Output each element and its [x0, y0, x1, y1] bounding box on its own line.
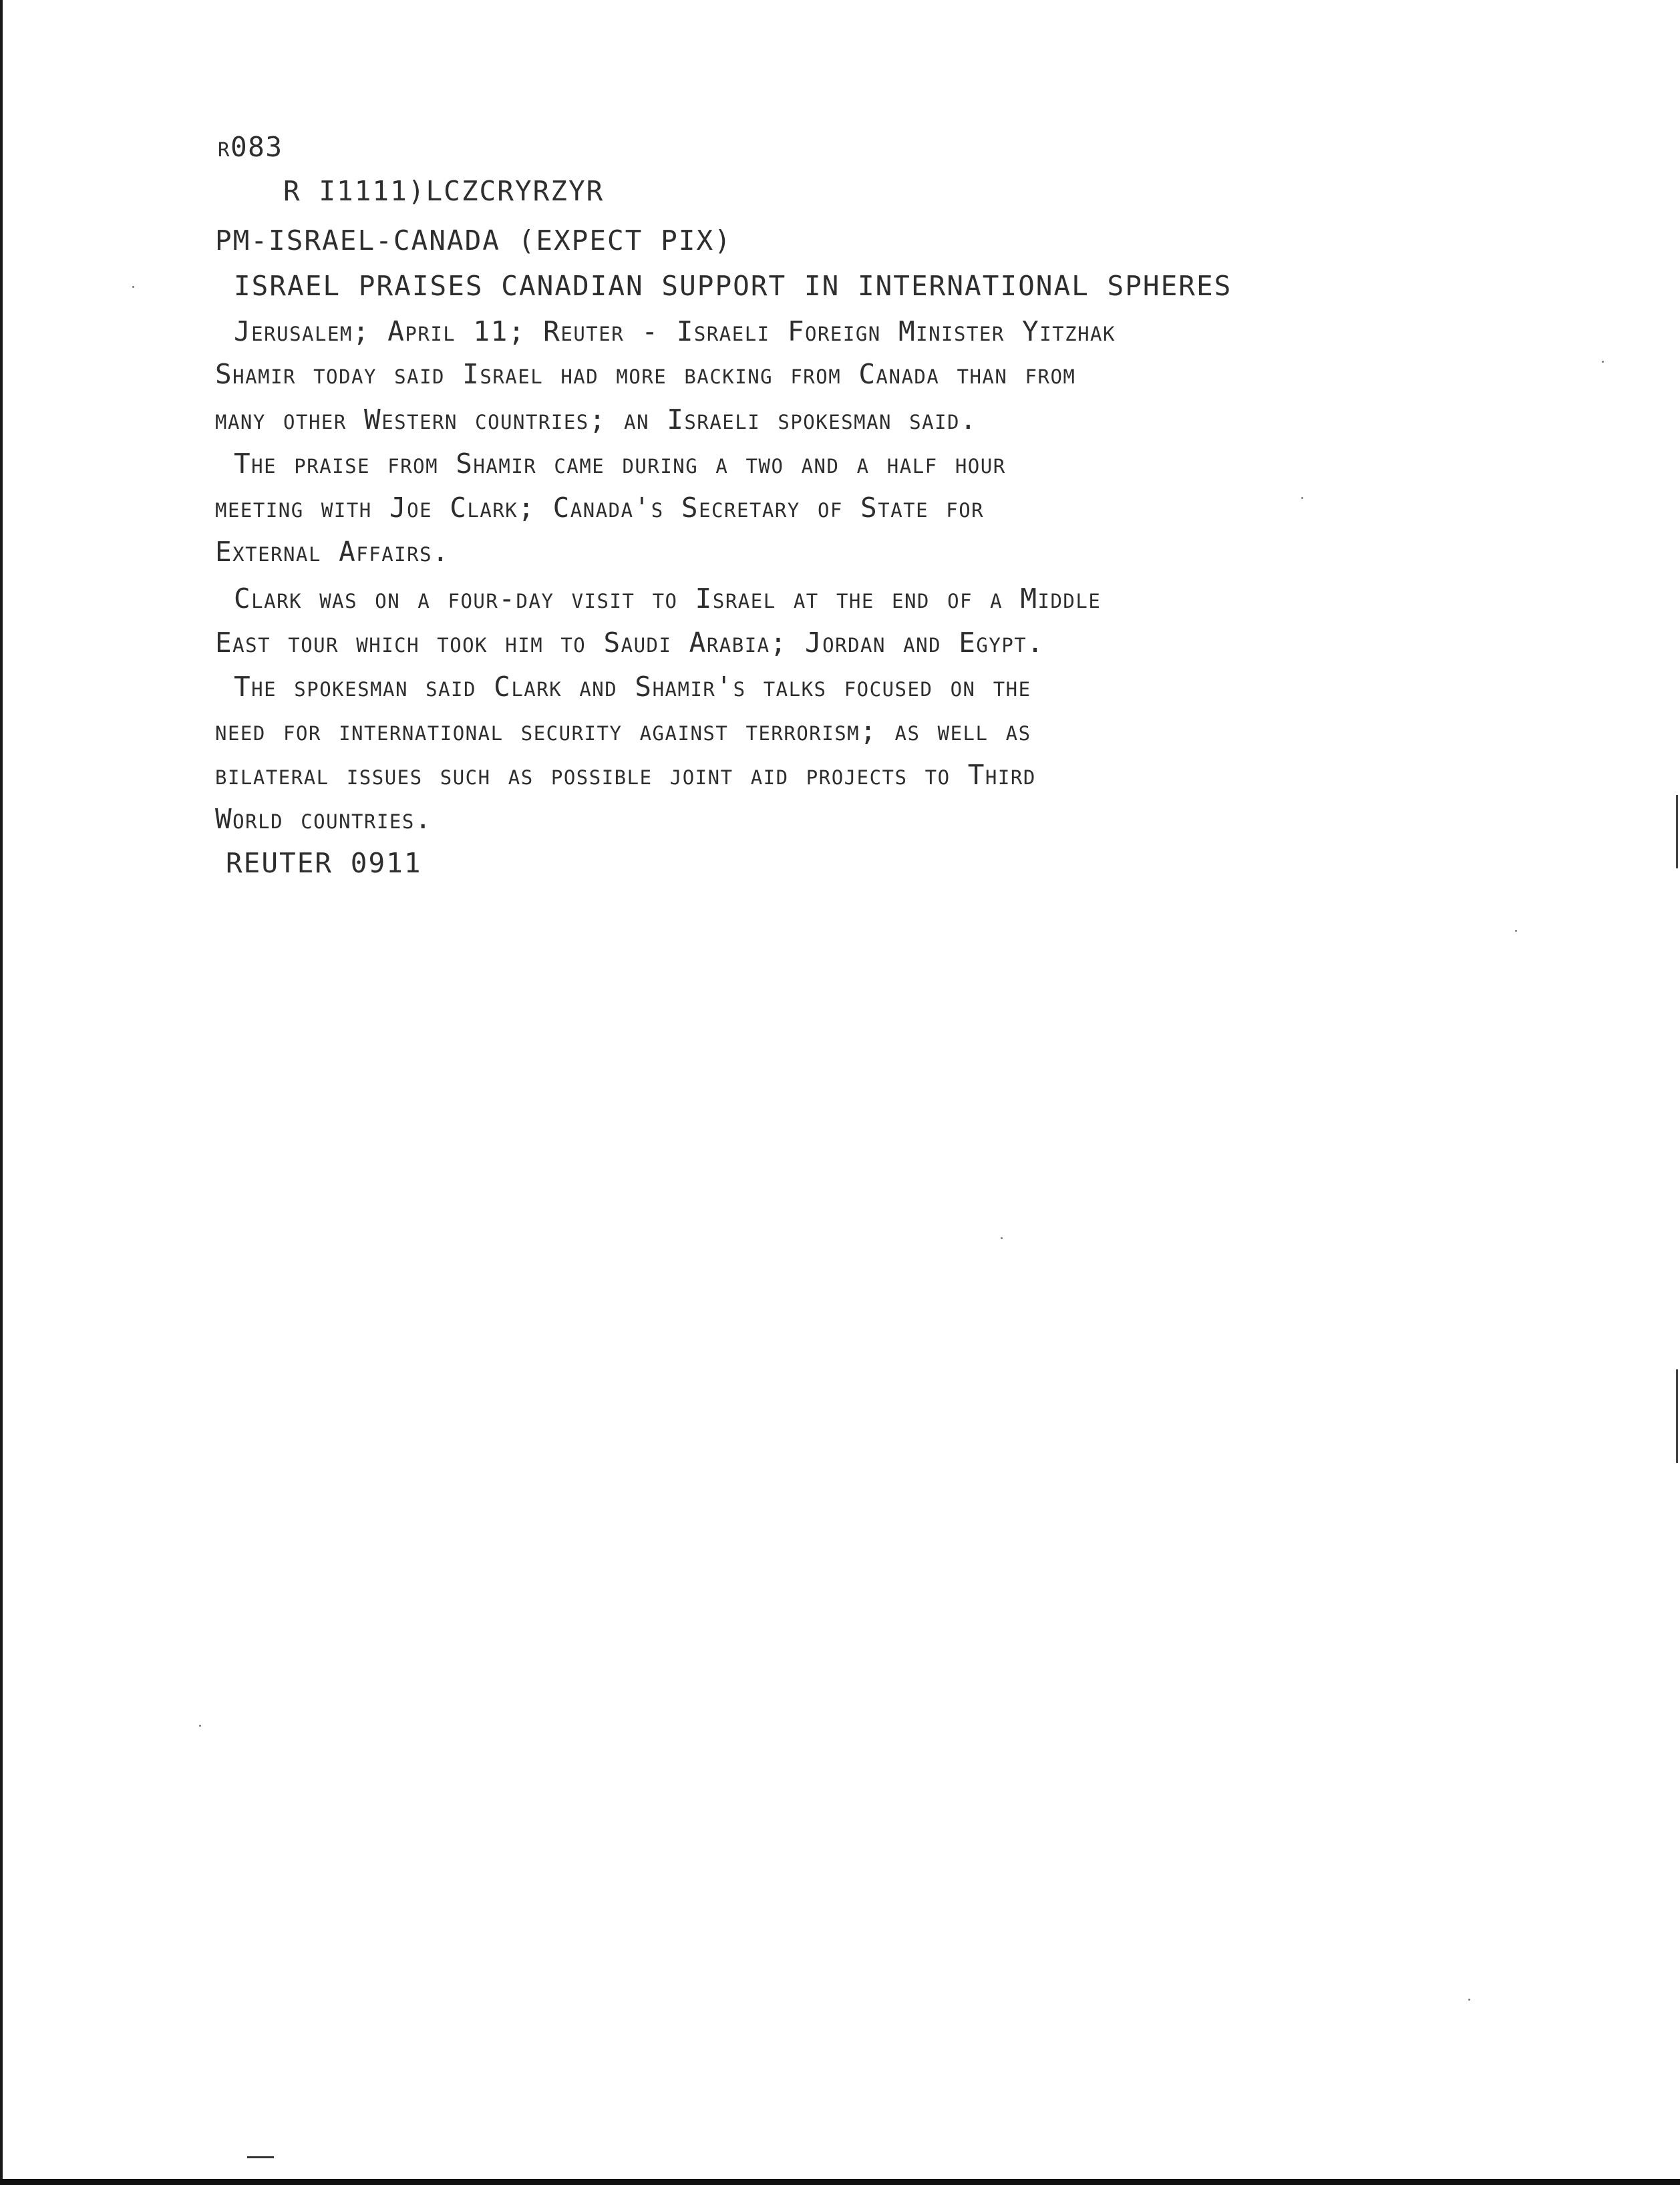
body-line: East tour which took him to Saudi Arabia; Jordan and Egypt.: [215, 627, 1045, 659]
body-line: need for international security against terrorism; as well as: [215, 715, 1031, 747]
scan-speck: [1602, 361, 1604, 363]
page-right-mark: [1676, 795, 1678, 868]
body-line: The praise from Shamir came during a two and a half hour: [234, 448, 1006, 480]
slug-code: r083: [218, 131, 283, 163]
body-line: Shamir today said Israel had more backing from Canada than from: [215, 358, 1076, 390]
scan-speck: [199, 1725, 201, 1727]
body-line: Jerusalem; April 11; Reuter - Israeli Foreign Minister Yitzhak: [234, 315, 1116, 347]
body-line: bilateral issues such as possible joint aid projects to Third: [215, 759, 1036, 791]
routing-code: R I1111)LCZCRYRZYR: [283, 175, 605, 207]
body-line: many other Western countries; an Israeli spokesman said.: [215, 403, 978, 436]
page-bottom-border: [0, 2179, 1680, 2185]
story-slug: PM-ISRAEL-CANADA (EXPECT PIX): [215, 224, 732, 257]
body-line: Clark was on a four-day visit to Israel at the end of a Middle: [234, 582, 1102, 615]
body-line: The spokesman said Clark and Shamir's talks focused on the: [234, 671, 1031, 703]
scan-speck: [1001, 1237, 1003, 1239]
page-right-mark: [1676, 1369, 1678, 1463]
scan-speck: [1301, 497, 1303, 499]
scan-speck: [132, 286, 134, 288]
body-line: meeting with Joe Clark; Canada's Secretary of State for: [215, 492, 985, 524]
scan-speck: [1515, 930, 1517, 932]
page-foot-mark: [247, 2156, 274, 2158]
body-line: External Affairs.: [215, 536, 450, 568]
headline: ISRAEL PRAISES CANADIAN SUPPORT IN INTERNATIONAL SPHERES: [234, 270, 1232, 302]
scan-speck: [1468, 1999, 1470, 2001]
page-left-border: [0, 0, 3, 2185]
body-line: World countries.: [215, 803, 433, 835]
sign-off: REUTER 0911: [226, 847, 422, 879]
